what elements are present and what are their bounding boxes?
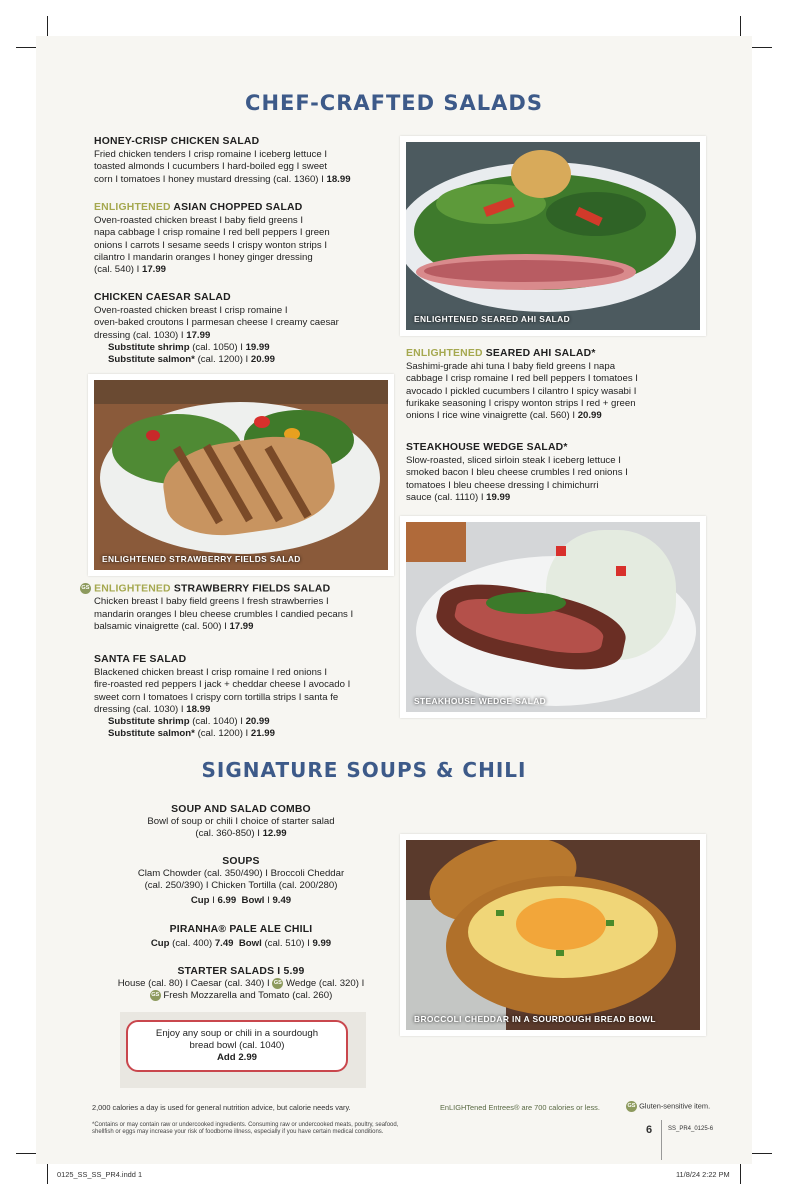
- item-description: Oven-roasted chicken breast I baby field greens I napa cabbage I crisp romaine I red bell peppers I green onions I carrots I sesame seeds I crispy wonton strips I cilantro I mandarin oranges I honey ginger dressing (cal. 540) I 17.99: [94, 215, 330, 276]
- item-description: Oven-roasted chicken breast I crisp romaine I oven-baked croutons I parmesan cheese I creamy caesar dressing (cal. 1030) I 17.99 Substitute shrimp (cal. 1050) I 19.99 Substitute salmon* (cal. 1200) I 20.99: [94, 305, 384, 366]
- crop-mark: [16, 1153, 36, 1154]
- crop-mark: [740, 1164, 741, 1184]
- menu-item-soups: SOUPS Clam Chowder (cal. 350/490) I Broccoli Cheddar (cal. 250/390) I Chicken Tortilla (cal. 200/280) Cup I 6.99 Bowl I 9.49: [96, 856, 386, 907]
- item-price: 18.99: [186, 703, 211, 715]
- crop-mark: [752, 1153, 772, 1154]
- menu-item-chicken-caesar: [94, 292, 384, 366]
- item-price: 17.99: [229, 620, 254, 632]
- photo-caption: ENLIGHTENED SEARED AHI SALAD: [414, 314, 571, 324]
- gluten-sensitive-icon: GS: [80, 583, 91, 594]
- item-name: SOUP AND SALAD COMBO: [171, 804, 311, 815]
- photo-seared-ahi-salad: [400, 136, 706, 336]
- item-description: Fried chicken tenders I crisp romaine I iceberg lettuce I toasted almonds I cucumbers I hard-boiled egg I sweet corn I tomatoes I honey mustard dressing (cal. 1360) I 18.99: [94, 149, 351, 185]
- menu-item-steakhouse-wedge: [406, 442, 706, 504]
- menu-item-strawberry-fields: [80, 583, 390, 633]
- photo-steakhouse-wedge-salad: [400, 516, 706, 718]
- item-description: Slow-roasted, sliced sirloin steak I iceberg lettuce I smoked bacon I bleu cheese crumbles I red onions I tomatoes I bleu cheese dressing I chimichurri sauce (cal. 1110) I 19.99: [406, 455, 628, 503]
- crop-mark: [47, 1164, 48, 1184]
- crop-mark: [752, 47, 772, 48]
- substitute-option: Substitute salmon* (cal. 1200) I 21.99: [108, 728, 275, 740]
- substitute-option: Substitute shrimp (cal. 1050) I 19.99: [108, 341, 270, 353]
- substitute-option: Substitute salmon* (cal. 1200) I 20.99: [108, 354, 275, 366]
- crop-mark: [16, 47, 36, 48]
- item-name: STARTER SALADS I 5.99: [177, 966, 305, 977]
- item-name: CHICKEN CAESAR SALAD: [94, 292, 231, 303]
- menu-item-pale-ale-chili: PIRANHA® PALE ALE CHILI Cup (cal. 400) 7.49 Bowl (cal. 510) I 9.99: [96, 924, 386, 950]
- file-slug: 0125_SS_SS_PR4.indd 1: [57, 1170, 143, 1179]
- menu-page: [36, 36, 752, 1164]
- item-name: HONEY-CRISP CHICKEN SALAD: [94, 136, 260, 147]
- menu-item-asian-chopped: [94, 202, 384, 276]
- item-name: GS ENLIGHTENED STRAWBERRY FIELDS SALAD: [81, 583, 331, 595]
- enlightened-label: ENLIGHTENED: [406, 348, 483, 359]
- photo-strawberry-fields-salad: [88, 374, 394, 576]
- menu-item-santa-fe: [94, 654, 394, 740]
- menu-item-soup-salad-combo: SOUP AND SALAD COMBO Bowl of soup or chili I choice of starter salad (cal. 360-850) I 12.99: [96, 804, 386, 841]
- item-description: Chicken breast I baby field greens I fresh strawberries I mandarin oranges I bleu cheese crumbles I candied pecans I balsamic vinaigrette (cal. 500) I 17.99: [94, 596, 354, 632]
- item-name: SANTA FE SALAD: [94, 654, 187, 665]
- footer-divider: [661, 1120, 662, 1160]
- item-name: ENLIGHTENED ASIAN CHOPPED SALAD: [94, 202, 303, 213]
- bread-bowl-promo: Enjoy any soup or chili in a sourdough bread bowl (cal. 1040) Add 2.99: [126, 1020, 348, 1072]
- menu-item-starter-salads: STARTER SALADS I 5.99 House (cal. 80) I Caesar (cal. 340) I GS Wedge (cal. 320) I GS Fresh Mozzarella and Tomato (cal. 260): [86, 966, 396, 1003]
- photo-caption: ENLIGHTENED STRAWBERRY FIELDS SALAD: [102, 554, 301, 564]
- job-code: SS_PR4_0125-6: [668, 1126, 714, 1132]
- enlightened-note: EnLIGHTened Entrees® are 700 calories or less.: [440, 1103, 600, 1112]
- soups-heading: SIGNATURE SOUPS & CHILI: [201, 758, 527, 782]
- item-name: PIRANHA® PALE ALE CHILI: [169, 924, 313, 935]
- gluten-sensitive-icon: GS: [272, 978, 283, 989]
- photo-caption: STEAKHOUSE WEDGE SALAD: [414, 696, 547, 706]
- food-image: [406, 142, 700, 330]
- food-image: [406, 840, 700, 1030]
- enlightened-label: ENLIGHTENED: [94, 202, 171, 213]
- substitute-option: Substitute shrimp (cal. 1040) I 20.99: [108, 716, 270, 728]
- page-number: 6: [646, 1124, 653, 1136]
- enlightened-label: ENLIGHTENED: [94, 583, 171, 595]
- crop-mark: [740, 16, 741, 36]
- photo-broccoli-cheddar-bread-bowl: [400, 834, 706, 1036]
- raw-food-warning: *Contains or may contain raw or undercooked ingredients. Consuming raw or undercooked meats, poultry, seafood, shellfish or eggs may increase your risk of foodborne illness, especially if you have certain medical conditions.: [92, 1122, 399, 1136]
- print-datetime: 11/8/24 2:22 PM: [676, 1170, 730, 1179]
- menu-item-honey-crisp: [94, 136, 384, 186]
- item-description: Blackened chicken breast I crisp romaine I red onions I fire-roasted red peppers I jack + cheddar cheese I avocado I sweet corn I tomatoes I crispy corn tortilla strips I santa fe dressing (cal. 1030) I 18.99 Substitute shrimp (cal. 1040) I 20.99 Substitute salmon* (cal. 1200) I 21.99: [94, 667, 394, 740]
- photo-caption: BROCCOLI CHEDDAR IN A SOURDOUGH BREAD BOWL: [414, 1014, 656, 1024]
- crop-mark: [47, 16, 48, 36]
- item-name: SOUPS: [222, 856, 260, 867]
- salads-heading: CHEF-CRAFTED SALADS: [245, 91, 543, 115]
- bread-bowl-promo-panel: [120, 1012, 366, 1088]
- item-description: Sashimi-grade ahi tuna I baby field greens I napa cabbage I crisp romaine I red bell peppers I tomatoes I avocado I pickled cucumbers I cilantro I spicy wasabi I furikake seasoning I crispy wonton strips I red + green onions I rice wine vinaigrette (cal. 560) I 20.99: [406, 361, 638, 422]
- item-name: ENLIGHTENED SEARED AHI SALAD*: [406, 348, 596, 359]
- calorie-note: 2,000 calories a day is used for general nutrition advice, but calorie needs vary.: [92, 1103, 351, 1112]
- food-image: [406, 522, 700, 712]
- item-price: 18.99: [326, 173, 351, 185]
- item-price: 20.99: [577, 410, 602, 422]
- item-price: 17.99: [142, 264, 167, 276]
- item-price: 12.99: [262, 828, 287, 840]
- gluten-sensitive-icon: GS: [150, 990, 161, 1001]
- item-price: 17.99: [186, 329, 211, 341]
- item-name: STEAKHOUSE WEDGE SALAD*: [406, 442, 568, 453]
- item-price: 19.99: [486, 491, 511, 503]
- menu-item-seared-ahi: [406, 348, 706, 422]
- gluten-note: GS Gluten-sensitive item.: [627, 1101, 711, 1111]
- gluten-sensitive-icon: GS: [626, 1101, 637, 1112]
- food-image: [94, 380, 388, 570]
